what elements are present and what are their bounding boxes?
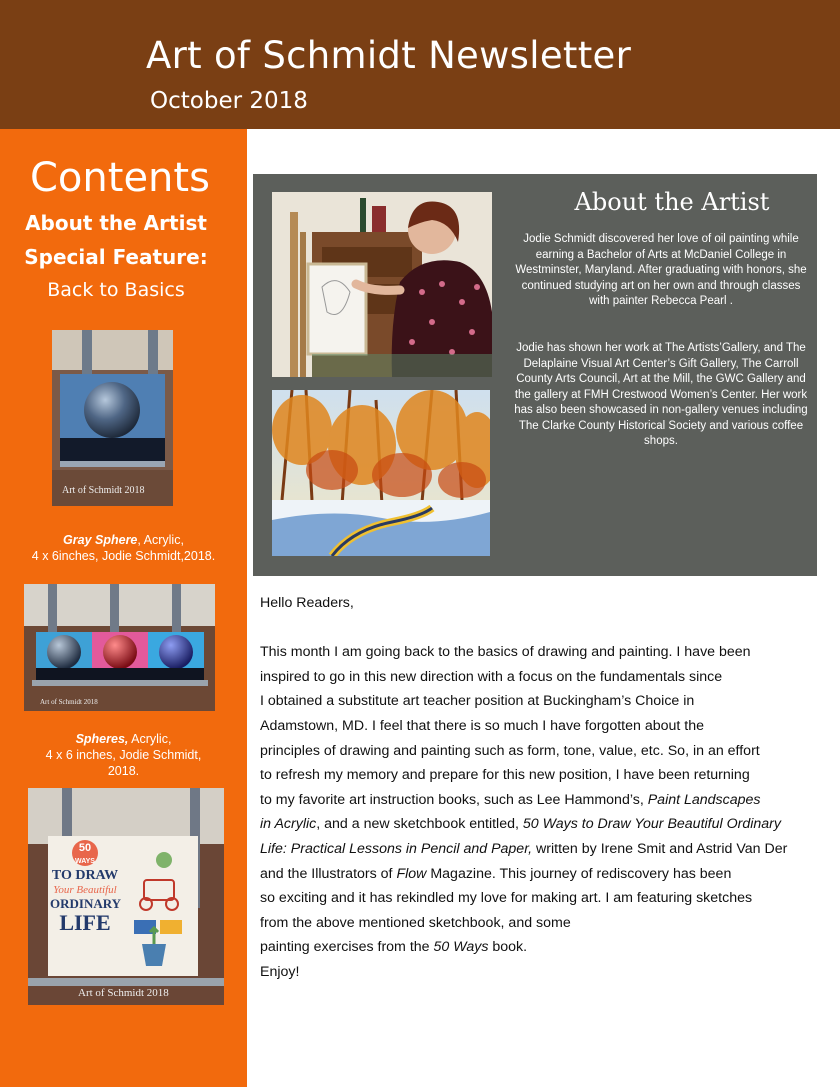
book-cover-text: 50 WAYS TO DRAW Your Beautiful ORDINARY LIFE: [50, 842, 122, 935]
landscape-painting: [272, 390, 490, 556]
letter-body: [260, 591, 830, 985]
letter-line: Adamstown, MD. I feel that there is so much I have forgotten about the: [260, 717, 704, 734]
letter-line: in Acrylic, and a new sketchbook entitled, 50 Ways to Draw Your Beautiful Ordinary: [260, 816, 781, 833]
letter-line: from the above mentioned sketchbook, and some: [260, 914, 571, 931]
toc-item-back-to-basics[interactable]: Back to Basics: [47, 279, 185, 301]
letter-line: Life: Practical Lessons in Pencil and Paper, written by Irene Smit and Astrid Van Der: [260, 840, 788, 857]
about-artist-panel: [253, 174, 817, 576]
artist-photo: [272, 192, 492, 377]
watermark-text: Art of Schmidt 2018: [40, 698, 98, 706]
watermark-text: Art of Schmidt 2018: [62, 485, 145, 496]
spheres-caption: Spheres, Acrylic, 4 x 6 inches, Jodie Schmidt, 2018.: [45, 732, 202, 778]
toc-item-about[interactable]: About the Artist: [25, 211, 207, 235]
letter-line: to refresh my memory and prepare for this new position, I have been returning: [260, 767, 750, 784]
letter-paragraph: [260, 640, 830, 984]
letter-line: I obtained a substitute art teacher position at Buckingham’s Choice in: [260, 693, 695, 710]
contents-heading: Contents: [30, 155, 210, 201]
gray-sphere-painting: [52, 330, 173, 506]
letter-line: so exciting and it has rekindled my love for making art. I am featuring sketches: [260, 890, 753, 907]
letter-line: inspired to go in this new direction with a focus on the fundamentals since: [260, 668, 723, 685]
spheres-painting: [24, 584, 215, 711]
about-paragraph-2: Jodie has shown her work at The Artists’Gallery, and The Delaplaine Visual Art Center’s Gift Gallery, The Carroll County Arts Council, Art at the Mill, the GWC Gallery and the gallery at FMH Crestwood Women’s Center. Her work has also been showcased in non-gallery venues including The Clarke County Historical Society and various coffee shops.: [514, 342, 808, 447]
newsletter-header: [0, 0, 840, 129]
letter-line: This month I am going back to the basics of drawing and painting. I have been: [260, 644, 751, 661]
book-photo: [28, 788, 224, 1005]
about-title: About the Artist: [574, 188, 770, 216]
contents-sidebar: [0, 129, 247, 1087]
newsletter-title: Art of Schmidt Newsletter: [146, 34, 632, 77]
about-paragraph-1: Jodie Schmidt discovered her love of oil painting while earning a Bachelor of Arts at McDaniel College in Westminster, Maryland. After graduating with honors, she continued studying art on her own and through classes with painter Rebecca Pearl .: [515, 233, 807, 307]
gray-sphere-caption: Gray Sphere, Acrylic, 4 x 6inches, Jodie Schmidt,2018.: [31, 533, 216, 563]
newsletter-date: October 2018: [150, 88, 308, 114]
letter-line: and the Illustrators of Flow Magazine. This journey of rediscovery has been: [260, 865, 732, 882]
letter-line: principles of drawing and painting such as form, tone, value, etc. So, in an effort: [260, 742, 760, 759]
letter-line: to my favorite art instruction books, such as Lee Hammond’s, Paint Landscapes: [260, 791, 761, 808]
letter-greeting: Hello Readers,: [260, 595, 354, 611]
letter-line: painting exercises from the 50 Ways book.: [260, 939, 528, 956]
letter-line: Enjoy!: [260, 963, 300, 980]
watermark-text: Art of Schmidt 2018: [78, 987, 169, 999]
toc-item-special-feature[interactable]: Special Feature:: [24, 245, 208, 269]
